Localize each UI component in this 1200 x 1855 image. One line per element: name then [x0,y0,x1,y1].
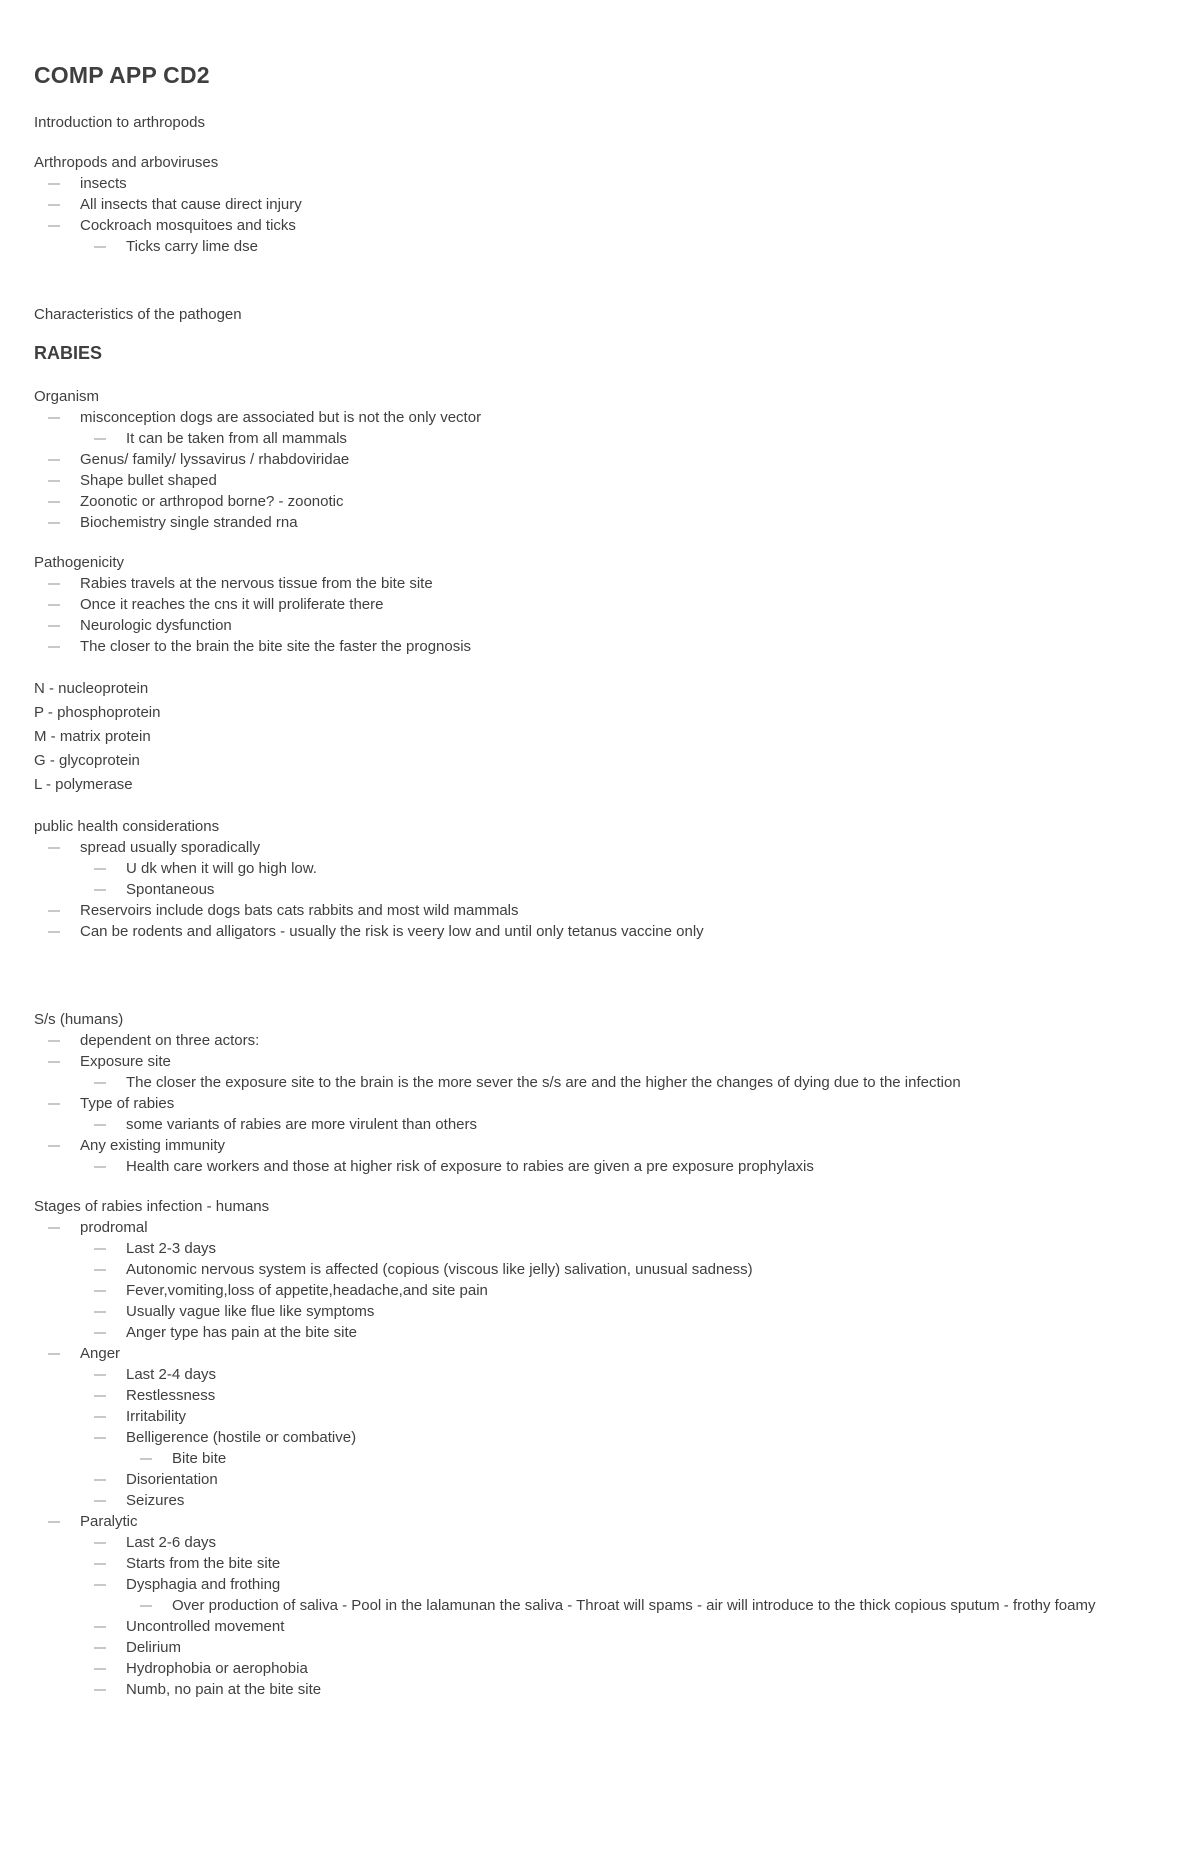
dash-bullet [94,1542,106,1544]
dash-bullet [48,847,60,849]
public-health-heading: public health considerations [34,818,220,835]
list-item: Fever,vomiting,loss of appetite,headache,and site pain [34,1280,1200,1301]
dash-bullet [94,1124,106,1126]
list-item: Paralytic [34,1511,1200,1532]
dash-bullet [94,1311,106,1313]
list-item: Usually vague like flue like symptoms [34,1301,1200,1322]
dash-bullet [94,1395,106,1397]
list-item: Last 2-3 days [34,1238,1200,1259]
dash-bullet [48,910,60,912]
characteristics-heading: Characteristics of the pathogen [34,306,242,323]
dash-bullet [94,1563,106,1565]
list-item: Any existing immunity [34,1135,1200,1156]
list-item: Biochemistry single stranded rna [34,512,1200,533]
list-item: Dysphagia and frothing [34,1574,1200,1595]
list-item: Bite bite [34,1448,1200,1469]
note-title: COMP APP CD2 [34,62,210,88]
dash-bullet [48,583,60,585]
stages-heading: Stages of rabies infection - humans [34,1198,270,1215]
arthropods-heading: Arthropods and arboviruses [34,154,219,171]
dash-bullet [48,1040,60,1042]
dash-bullet [48,1521,60,1523]
dash-bullet [94,1647,106,1649]
dash-bullet [94,1500,106,1502]
list-item: Once it reaches the cns it will proliferate there [34,594,1200,615]
dash-bullet [48,931,60,933]
dash-bullet [94,1082,106,1084]
dash-bullet [48,501,60,503]
public-health-list [34,837,1200,942]
list-item: Cockroach mosquitoes and ticks [34,215,1200,236]
intro-heading: Introduction to arthropods [34,114,205,131]
list-item: Uncontrolled movement [34,1616,1200,1637]
dash-bullet [140,1605,152,1607]
dash-bullet [94,1416,106,1418]
dash-bullet [48,417,60,419]
list-item: Seizures [34,1490,1200,1511]
dash-bullet [94,1269,106,1271]
stages-list [34,1217,1200,1700]
list-item: Numb, no pain at the bite site [34,1679,1200,1700]
list-item: Anger type has pain at the bite site [34,1322,1200,1343]
ss-humans-list [34,1030,1200,1177]
dash-bullet [48,625,60,627]
list-item: U dk when it will go high low. [34,858,1200,879]
list-item: Restlessness [34,1385,1200,1406]
list-item: Anger [34,1343,1200,1364]
list-item: Rabies travels at the nervous tissue from the bite site [34,573,1200,594]
list-item: Type of rabies [34,1093,1200,1114]
list-item: Last 2-4 days [34,1364,1200,1385]
dash-bullet [48,480,60,482]
list-item: Exposure site [34,1051,1200,1072]
list-item: Disorientation [34,1469,1200,1490]
dash-bullet [48,225,60,227]
dash-bullet [94,868,106,870]
list-item: All insects that cause direct injury [34,194,1200,215]
list-item: Starts from the bite site [34,1553,1200,1574]
list-item: Autonomic nervous system is affected (copious (viscous like jelly) salivation, unusual sadness) [34,1259,1200,1280]
list-item: Neurologic dysfunction [34,615,1200,636]
dash-bullet [140,1458,152,1460]
list-item: Shape bullet shaped [34,470,1200,491]
dash-bullet [48,1353,60,1355]
arthropods-list [34,173,1200,257]
dash-bullet [94,1248,106,1250]
dash-bullet [94,1437,106,1439]
list-item: spread usually sporadically [34,837,1200,858]
list-item: Reservoirs include dogs bats cats rabbits and most wild mammals [34,900,1200,921]
protein-line: L - polymerase [34,776,133,793]
list-item: Belligerence (hostile or combative) [34,1427,1200,1448]
ss-humans-heading: S/s (humans) [34,1011,124,1028]
list-item: Ticks carry lime dse [34,236,1200,257]
protein-line: P - phosphoprotein [34,704,161,721]
list-item: Last 2-6 days [34,1532,1200,1553]
dash-bullet [48,646,60,648]
dash-bullet [94,1689,106,1691]
list-item: Spontaneous [34,879,1200,900]
protein-line: M - matrix protein [34,728,151,745]
dash-bullet [48,1103,60,1105]
list-item: It can be taken from all mammals [34,428,1200,449]
list-item: Over production of saliva - Pool in the lalamunan the saliva - Throat will spams - air will introduce to the thick copious sputum - frothy foamy [34,1595,1172,1616]
list-item: dependent on three actors: [34,1030,1200,1051]
list-item: Zoonotic or arthropod borne? - zoonotic [34,491,1200,512]
dash-bullet [48,183,60,185]
dash-bullet [94,246,106,248]
list-item: Health care workers and those at higher risk of exposure to rabies are given a pre exposure prophylaxis [34,1156,1200,1177]
dash-bullet [94,1374,106,1376]
protein-line: G - glycoprotein [34,752,140,769]
dash-bullet [94,889,106,891]
dash-bullet [94,1332,106,1334]
dash-bullet [94,1166,106,1168]
pathogenicity-list [34,573,1200,657]
dash-bullet [48,604,60,606]
list-item: The closer to the brain the bite site the faster the prognosis [34,636,1200,657]
list-item: Irritability [34,1406,1200,1427]
dash-bullet [94,438,106,440]
organism-list [34,407,1200,533]
list-item: The closer the exposure site to the brain is the more sever the s/s are and the higher the changes of dying due to the infection [34,1072,1200,1093]
dash-bullet [48,522,60,524]
dash-bullet [48,459,60,461]
dash-bullet [48,1145,60,1147]
list-item: insects [34,173,1200,194]
organism-heading: Organism [34,388,100,405]
protein-line: N - nucleoprotein [34,680,149,697]
list-item: Can be rodents and alligators - usually the risk is veery low and until only tetanus vaccine only [34,921,1200,942]
list-item: Hydrophobia or aerophobia [34,1658,1200,1679]
pathogenicity-heading: Pathogenicity [34,554,125,571]
dash-bullet [94,1626,106,1628]
list-item: misconception dogs are associated but is not the only vector [34,407,1200,428]
dash-bullet [94,1584,106,1586]
rabies-heading: RABIES [34,343,103,363]
dash-bullet [48,1227,60,1229]
dash-bullet [48,1061,60,1063]
dash-bullet [94,1479,106,1481]
dash-bullet [48,204,60,206]
list-item: some variants of rabies are more virulent than others [34,1114,1200,1135]
list-item: Genus/ family/ lyssavirus / rhabdoviridae [34,449,1200,470]
dash-bullet [94,1668,106,1670]
protein-list [34,677,1200,797]
list-item: Delirium [34,1637,1200,1658]
dash-bullet [94,1290,106,1292]
list-item: prodromal [34,1217,1200,1238]
